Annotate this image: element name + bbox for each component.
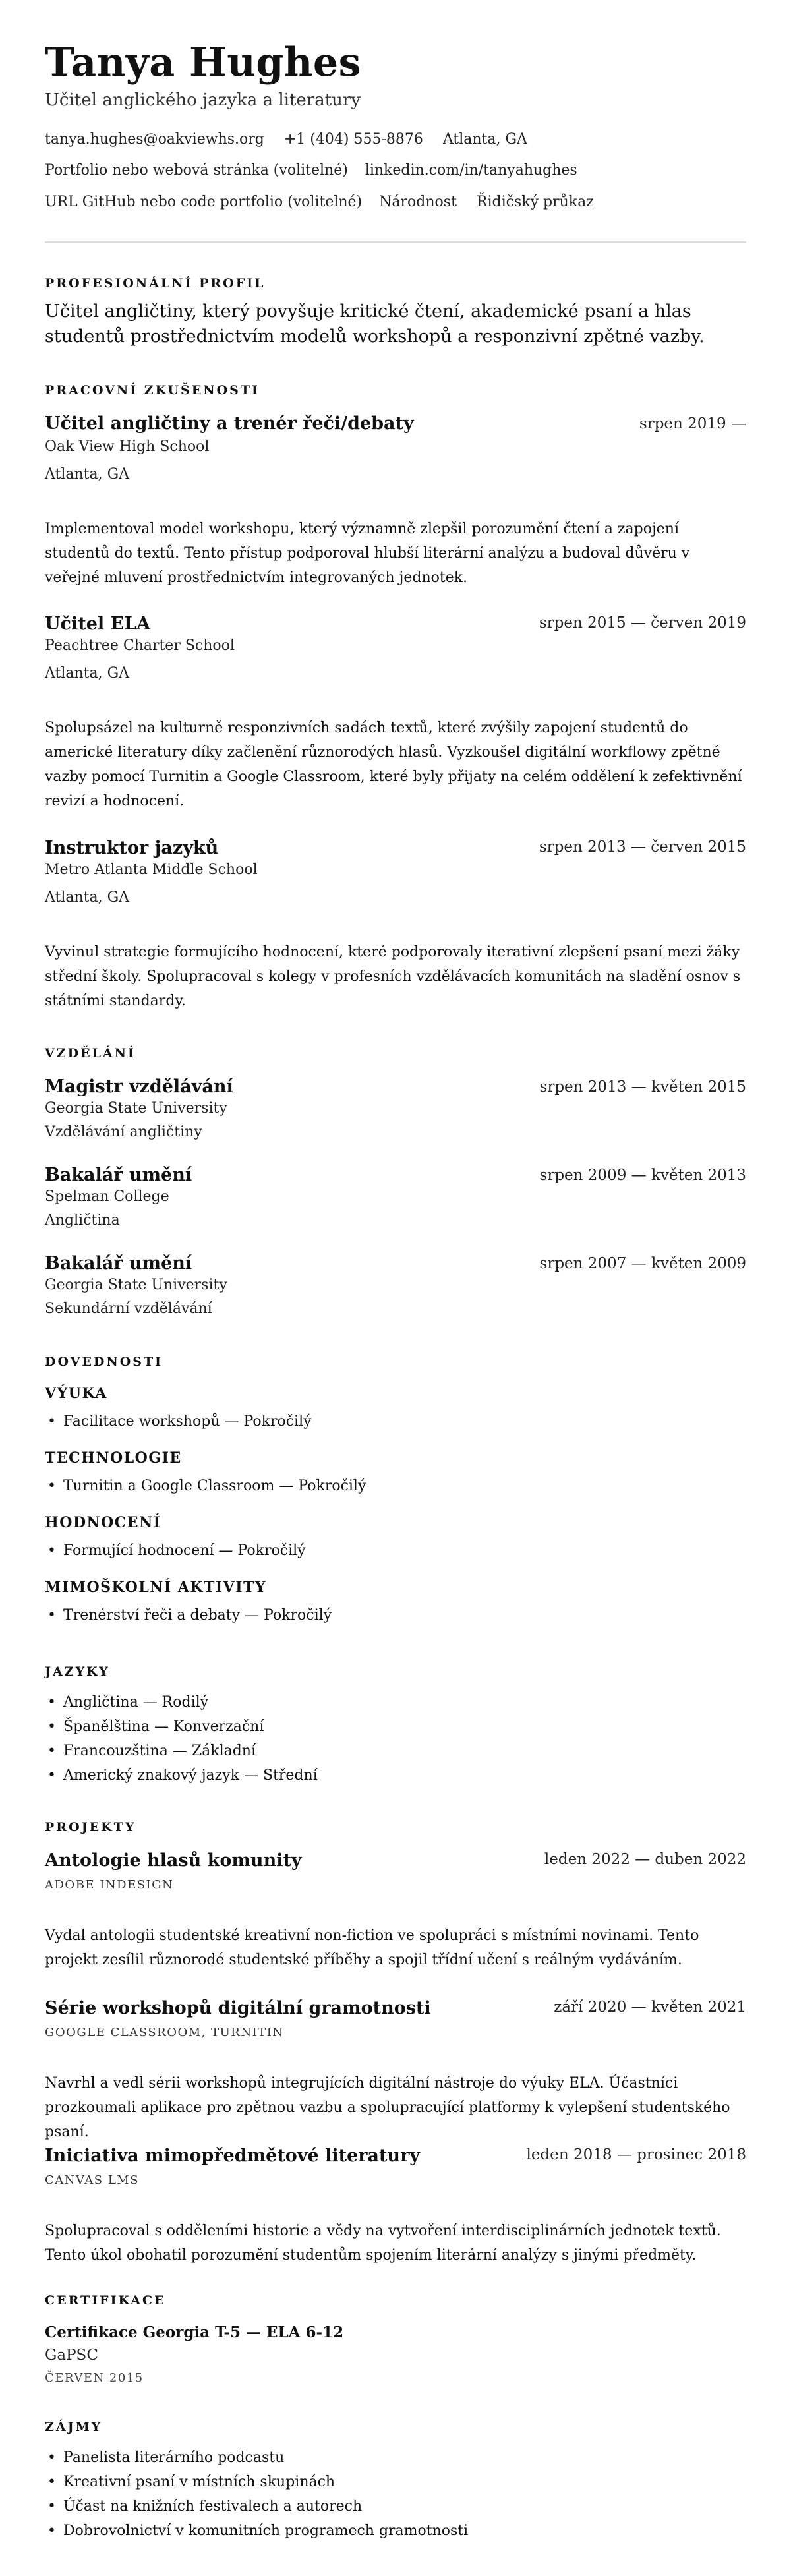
experience-heading: PRACOVNÍ ZKUŠENOSTI bbox=[45, 383, 260, 397]
degree-field: Angličtina bbox=[45, 1212, 120, 1229]
extra-row bbox=[45, 193, 614, 212]
candidate-name: Tanya Hughes bbox=[45, 40, 361, 86]
degree-dates: srpen 2009 — květen 2013 bbox=[539, 1167, 746, 1184]
job-location: Atlanta, GA bbox=[45, 889, 130, 906]
interest-item: • Kreativní psaní v místních skupinách bbox=[63, 2470, 468, 2494]
project-description: Spolupracoval s odděleními historie a vědy na vytvoření interdisciplinárních jednotek textů. Tento úkol obohatil porozumění studentům spojením literární analýzy s jinými předměty. bbox=[45, 2223, 721, 2264]
skill-list bbox=[45, 1603, 332, 1627]
job-employer: Oak View High School bbox=[45, 438, 210, 455]
languages-heading: JAZYKY bbox=[45, 1664, 110, 1679]
skill-item: • Trenérství řeči a debaty — Pokročilý bbox=[63, 1603, 332, 1627]
skills-heading: DOVEDNOSTI bbox=[45, 1355, 163, 1369]
email-link[interactable]: tanya.hughes@oakviewhs.org bbox=[45, 131, 264, 148]
profile-heading: PROFESIONÁLNÍ PROFIL bbox=[45, 276, 266, 291]
school-name: Spelman College bbox=[45, 1188, 169, 1205]
degree-title: Magistr vzdělávání bbox=[45, 1076, 233, 1097]
school-name: Georgia State University bbox=[45, 1100, 227, 1117]
location-text: Atlanta, GA bbox=[442, 131, 527, 148]
project-title: Iniciativa mimopředmětové literatury bbox=[45, 2146, 420, 2166]
project-description: Vydal antologii studentské kreativní non-fiction ve spolupráci s místními novinami. Tento projekt zesílil různorodé studentské příběhy a spojil třídní učení s reálným vydáváním. bbox=[45, 1927, 699, 1968]
certification-title: Certifikace Georgia T-5 — ELA 6-12 bbox=[45, 2324, 344, 2341]
skill-item: • Facilitace workshopů — Pokročilý bbox=[63, 1409, 312, 1434]
language-list bbox=[45, 1690, 318, 1788]
job-dates: srpen 2019 — bbox=[639, 415, 746, 432]
interest-item: • Dobrovolnictví v komunitních programech gramotnosti bbox=[63, 2519, 468, 2543]
profile-summary: Učitel angličtiny, který povyšuje kritické čtení, akademické psaní a hlas studentů prostřednictvím modelů workshopů a responzivní zpětné vazby. bbox=[45, 301, 705, 347]
job-location: Atlanta, GA bbox=[45, 665, 130, 682]
projects-heading: PROJEKTY bbox=[45, 1820, 136, 1834]
skill-group-title: MIMOŠKOLNÍ AKTIVITY bbox=[45, 1579, 267, 1596]
project-dates: leden 2018 — prosinec 2018 bbox=[526, 2146, 746, 2163]
job-title: Učitel angličtiny a trenér řeči/debaty bbox=[45, 413, 414, 434]
project-dates: leden 2022 — duben 2022 bbox=[544, 1851, 746, 1868]
language-item: • Francouzština — Základní bbox=[63, 1739, 318, 1763]
project-tech: ADOBE INDESIGN bbox=[45, 1878, 174, 1892]
project-tech: CANVAS LMS bbox=[45, 2173, 140, 2187]
candidate-title: Učitel anglického jazyka a literatury bbox=[45, 90, 361, 110]
skill-item: • Formující hodnocení — Pokročilý bbox=[63, 1538, 306, 1563]
header-divider bbox=[45, 241, 746, 243]
interest-list bbox=[45, 2445, 468, 2543]
skill-group-title: HODNOCENÍ bbox=[45, 1514, 161, 1531]
license-text: Řidičský průkaz bbox=[476, 194, 594, 210]
project-title: Série workshopů digitální gramotnosti bbox=[45, 1998, 431, 2018]
education-heading: VZDĚLÁNÍ bbox=[45, 1046, 136, 1061]
interest-item: • Účast na knižních festivalech a autorech bbox=[63, 2494, 468, 2519]
skill-list bbox=[45, 1409, 312, 1434]
skill-group-title: VÝUKA bbox=[45, 1385, 107, 1402]
contact-row bbox=[45, 131, 547, 149]
degree-field: Vzdělávání angličtiny bbox=[45, 1124, 202, 1140]
linkedin-link[interactable]: linkedin.com/in/tanyahughes bbox=[365, 162, 577, 179]
job-description: Vyvinul strategie formujícího hodnocení, které podporovaly iterativní zlepšení psaní mezi žáky střední školy. Spolupracoval s kolegy v profesních vzdělávacích komunitách na sladění osnov s státními standardy. bbox=[45, 944, 741, 1009]
job-dates: srpen 2015 — červen 2019 bbox=[539, 614, 746, 631]
job-dates: srpen 2013 — červen 2015 bbox=[539, 838, 746, 856]
phone-link[interactable]: +1 (404) 555-8876 bbox=[283, 131, 423, 148]
job-description: Implementoval model workshopu, který významně zlepšil porozumění čtení a zapojení studentů do textů. Tento přístup podporoval hlubší literární analýzu a budoval důvěru v veřejné mluvení prostřednictvím integrovaných jednotek. bbox=[45, 521, 690, 586]
degree-dates: srpen 2007 — květen 2009 bbox=[539, 1255, 746, 1272]
links-row bbox=[45, 161, 597, 180]
degree-dates: srpen 2013 — květen 2015 bbox=[539, 1078, 746, 1096]
skill-group-title: TECHNOLOGIE bbox=[45, 1449, 182, 1467]
project-title: Antologie hlasů komunity bbox=[45, 1850, 302, 1871]
job-description: Spolupsázel na kulturně responzivních sadách textů, které zvýšily zapojení studentů do americké literatury díky začlenění různorodých hlasů. Vyzkoušel digitální workflowy zpětné vazby pomocí Turnitin a Google Classroom, které byly přijaty na celém oddělení k zefektivnění revizí a hodnocení. bbox=[45, 720, 742, 809]
degree-field: Sekundární vzdělávání bbox=[45, 1301, 212, 1317]
nationality-text: Národnost bbox=[379, 194, 457, 210]
degree-title: Bakalář umění bbox=[45, 1253, 192, 1273]
interests-heading: ZÁJMY bbox=[45, 2420, 103, 2434]
skill-item: • Turnitin a Google Classroom — Pokročilý bbox=[63, 1474, 366, 1498]
language-item: • Angličtina — Rodilý bbox=[63, 1690, 318, 1714]
project-dates: září 2020 — květen 2021 bbox=[554, 1999, 746, 2016]
job-title: Učitel ELA bbox=[45, 614, 151, 634]
skill-list bbox=[45, 1538, 306, 1563]
project-tech: GOOGLE CLASSROOM, TURNITIN bbox=[45, 2026, 284, 2039]
project-description: Navrhl a vedl sérii workshopů integrujících digitální nástroje do výuky ELA. Účastníci prozkoumali aplikace pro zpětnou vazbu a spolupracující platformy k vylepšení studentského psaní. bbox=[45, 2075, 730, 2140]
certification-date: ČERVEN 2015 bbox=[45, 2371, 144, 2385]
portfolio-link[interactable]: Portfolio nebo webová stránka (volitelné) bbox=[45, 162, 348, 179]
job-employer: Peachtree Charter School bbox=[45, 637, 235, 654]
job-location: Atlanta, GA bbox=[45, 466, 130, 483]
school-name: Georgia State University bbox=[45, 1277, 227, 1293]
github-link[interactable]: URL GitHub nebo code portfolio (volitelné) bbox=[45, 194, 363, 210]
skill-list bbox=[45, 1474, 366, 1498]
job-employer: Metro Atlanta Middle School bbox=[45, 862, 258, 878]
interest-item: • Panelista literárního podcastu bbox=[63, 2445, 468, 2470]
certifications-heading: CERTIFIKACE bbox=[45, 2293, 166, 2308]
language-item: • Americký znakový jazyk — Střední bbox=[63, 1763, 318, 1788]
language-item: • Španělština — Konverzační bbox=[63, 1714, 318, 1739]
job-title: Instruktor jazyků bbox=[45, 838, 219, 858]
certification-issuer: GaPSC bbox=[45, 2347, 98, 2364]
degree-title: Bakalář umění bbox=[45, 1165, 192, 1185]
